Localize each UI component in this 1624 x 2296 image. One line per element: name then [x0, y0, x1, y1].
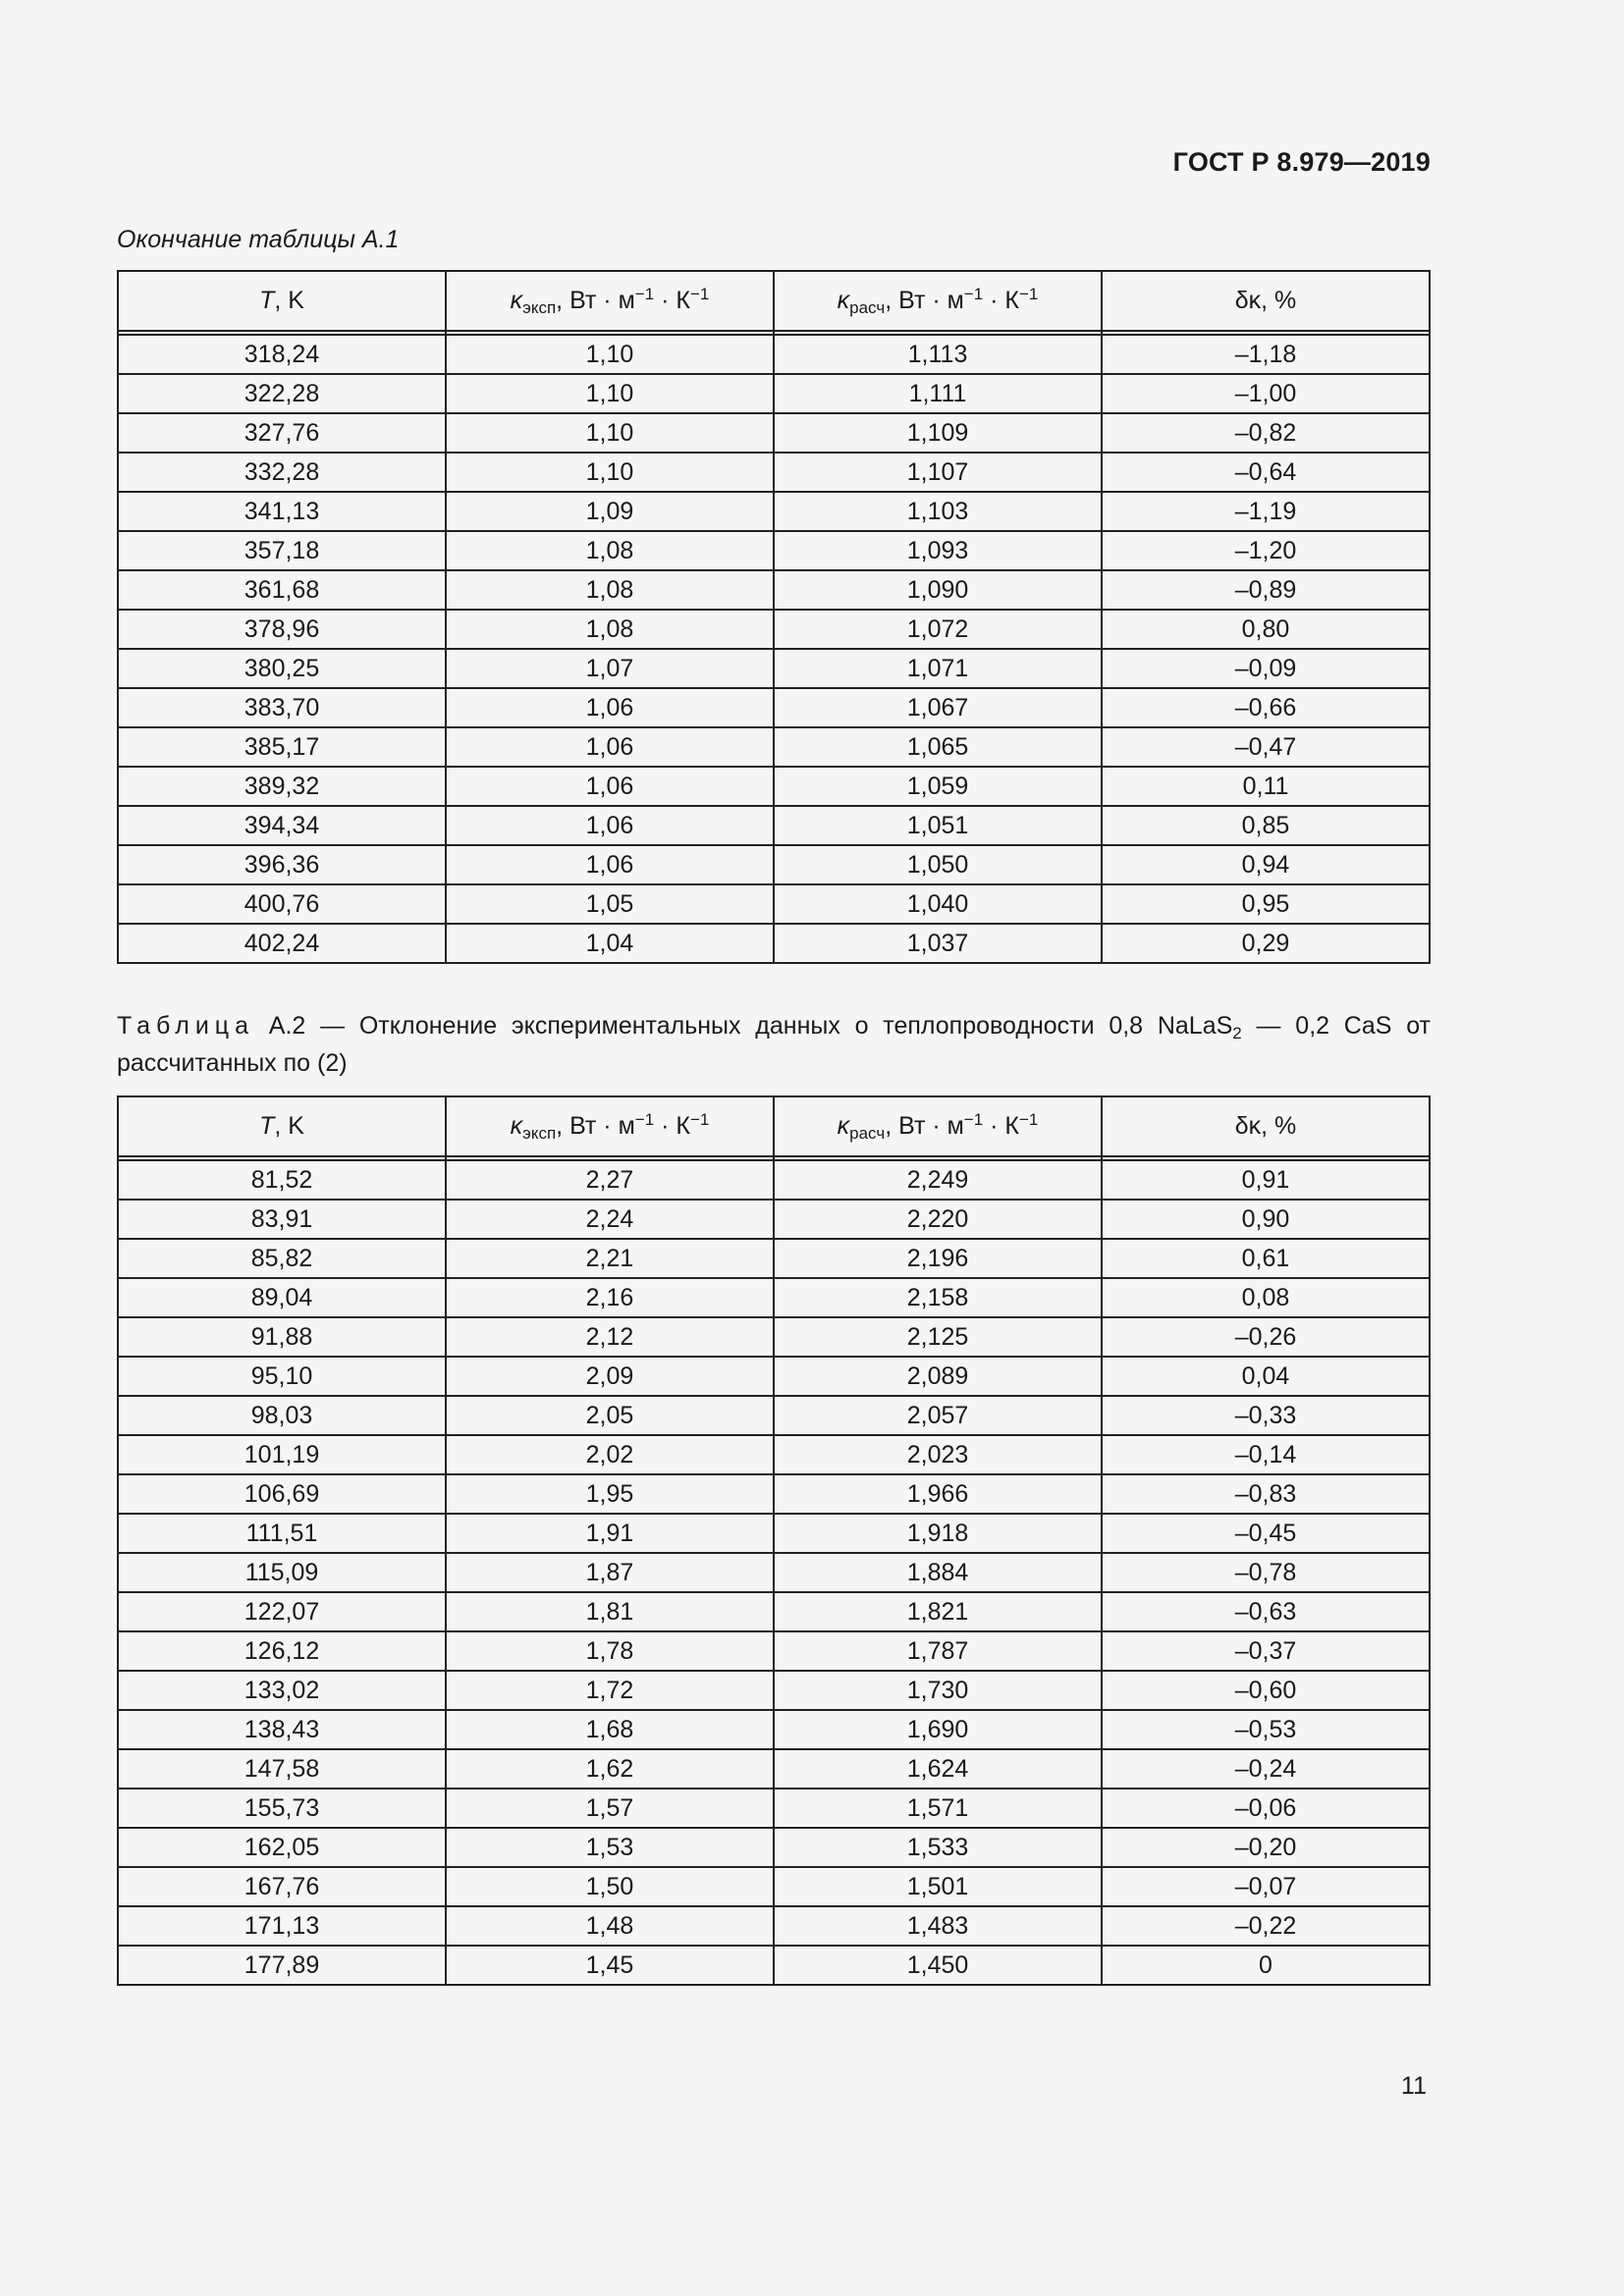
col-header-temperature — [118, 1096, 446, 1156]
table-cell: 1,730 — [774, 1671, 1102, 1710]
table-row — [118, 1789, 1430, 1828]
table-cell: 378,96 — [118, 610, 446, 649]
table-a1 — [117, 270, 1431, 964]
table-cell: –0,82 — [1102, 413, 1430, 453]
table-cell: 1,051 — [774, 806, 1102, 845]
unit-part: · К — [654, 286, 690, 314]
table-cell: –0,53 — [1102, 1710, 1430, 1749]
table-cell: 83,91 — [118, 1200, 446, 1239]
caption-text: — Отклонение экспериментальных данных о теплопроводности 0,8 NaLaS — [305, 1012, 1233, 1040]
table-cell: 1,059 — [774, 767, 1102, 806]
subscript-calc: расч — [849, 297, 886, 317]
table-cell: 1,81 — [446, 1592, 774, 1631]
table-row — [118, 413, 1430, 453]
table-cell: 0,85 — [1102, 806, 1430, 845]
table-cell: 0,08 — [1102, 1278, 1430, 1317]
table-cell: 2,023 — [774, 1435, 1102, 1474]
exponent: −1 — [634, 284, 655, 303]
table-row — [118, 806, 1430, 845]
table-row — [118, 492, 1430, 531]
caption-text: — 0,2 CaS от рассчитанных по (2) — [117, 1012, 1431, 1077]
table-cell: 177,89 — [118, 1946, 446, 1985]
table-row — [118, 1631, 1430, 1671]
table-row — [118, 1435, 1430, 1474]
table-row — [118, 1278, 1430, 1317]
table-cell: 91,88 — [118, 1317, 446, 1357]
table-row — [118, 531, 1430, 570]
table-cell: 1,10 — [446, 413, 774, 453]
table-cell: –0,09 — [1102, 649, 1430, 688]
table-cell: 1,57 — [446, 1789, 774, 1828]
table-cell: 2,24 — [446, 1200, 774, 1239]
table-cell: 89,04 — [118, 1278, 446, 1317]
table-cell: 147,58 — [118, 1749, 446, 1789]
table-continuation-label: Окончание таблицы А.1 — [117, 226, 400, 253]
table-cell: 1,918 — [774, 1514, 1102, 1553]
table-row — [118, 1553, 1430, 1592]
table-row — [118, 1946, 1430, 1985]
table-cell: 385,17 — [118, 727, 446, 767]
table-row — [118, 570, 1430, 610]
table-cell: 2,125 — [774, 1317, 1102, 1357]
table-cell: 155,73 — [118, 1789, 446, 1828]
table-cell: –0,47 — [1102, 727, 1430, 767]
table-row — [118, 924, 1430, 963]
table-row — [118, 453, 1430, 492]
table-cell: –1,00 — [1102, 374, 1430, 413]
table-cell: 1,050 — [774, 845, 1102, 884]
table-cell: 1,109 — [774, 413, 1102, 453]
table-cell: 2,089 — [774, 1357, 1102, 1396]
table-cell: 122,07 — [118, 1592, 446, 1631]
document-code: ГОСТ Р 8.979—2019 — [1172, 147, 1431, 177]
table-cell: 1,037 — [774, 924, 1102, 963]
table-cell: 322,28 — [118, 374, 446, 413]
table-cell: 2,12 — [446, 1317, 774, 1357]
subscript-exp: эксп — [522, 1123, 557, 1143]
table-row — [118, 649, 1430, 688]
table-cell: 400,76 — [118, 884, 446, 924]
table-cell: 0,61 — [1102, 1239, 1430, 1278]
table-cell: –0,37 — [1102, 1631, 1430, 1671]
table-cell: 1,107 — [774, 453, 1102, 492]
table-cell: 1,91 — [446, 1514, 774, 1553]
table-cell: 1,53 — [446, 1828, 774, 1867]
exponent: −1 — [1018, 284, 1039, 303]
table-cell: 167,76 — [118, 1867, 446, 1906]
table-cell: 0,91 — [1102, 1160, 1430, 1200]
table-cell: 1,08 — [446, 570, 774, 610]
table-header-row — [118, 271, 1430, 331]
table-cell: 1,78 — [446, 1631, 774, 1671]
exponent: −1 — [1018, 1109, 1039, 1129]
table-row — [118, 1867, 1430, 1906]
subscript-calc: расч — [849, 1123, 886, 1143]
table-row — [118, 1592, 1430, 1631]
table-cell: 1,787 — [774, 1631, 1102, 1671]
symbol-kappa: κ — [837, 1111, 850, 1140]
table-cell: 0,29 — [1102, 924, 1430, 963]
table-cell: –0,83 — [1102, 1474, 1430, 1514]
table-row — [118, 1160, 1430, 1200]
table-row — [118, 1828, 1430, 1867]
table-cell: 1,821 — [774, 1592, 1102, 1631]
table-cell: 357,18 — [118, 531, 446, 570]
table-cell: 1,501 — [774, 1867, 1102, 1906]
table-cell: 1,50 — [446, 1867, 774, 1906]
table-row — [118, 1514, 1430, 1553]
table-cell: 1,093 — [774, 531, 1102, 570]
table-cell: 138,43 — [118, 1710, 446, 1749]
table-cell: 1,06 — [446, 688, 774, 727]
table-cell: 1,04 — [446, 924, 774, 963]
unit-k: , K — [274, 287, 304, 314]
table-cell: 1,48 — [446, 1906, 774, 1946]
unit-part: · К — [983, 1111, 1019, 1140]
table-cell: –0,89 — [1102, 570, 1430, 610]
table-row — [118, 1396, 1430, 1435]
exponent: −1 — [689, 284, 710, 303]
table-cell: –0,60 — [1102, 1671, 1430, 1710]
table-cell: 1,040 — [774, 884, 1102, 924]
table-cell: 1,68 — [446, 1710, 774, 1749]
unit-part: · К — [983, 286, 1019, 314]
table-row — [118, 1239, 1430, 1278]
table-row — [118, 845, 1430, 884]
table-cell: 1,690 — [774, 1710, 1102, 1749]
table-cell: 389,32 — [118, 767, 446, 806]
table-cell: 1,065 — [774, 727, 1102, 767]
table-a2-body — [118, 1160, 1430, 1985]
page-number: 11 — [1401, 2072, 1427, 2100]
table-cell: 1,450 — [774, 1946, 1102, 1985]
table-cell: 396,36 — [118, 845, 446, 884]
table-cell: 1,10 — [446, 453, 774, 492]
table-row — [118, 1710, 1430, 1749]
table-row — [118, 884, 1430, 924]
table-cell: 1,06 — [446, 845, 774, 884]
table-cell: –1,18 — [1102, 335, 1430, 374]
table-cell: 361,68 — [118, 570, 446, 610]
col-header-k-calc — [774, 1096, 1102, 1156]
symbol-delta-kappa: δκ — [1234, 1112, 1262, 1140]
table-cell: 1,06 — [446, 806, 774, 845]
table-row — [118, 335, 1430, 374]
table-cell: 2,21 — [446, 1239, 774, 1278]
table-row — [118, 1671, 1430, 1710]
table-cell: –0,22 — [1102, 1906, 1430, 1946]
table-cell: 2,249 — [774, 1160, 1102, 1200]
table-cell: 1,072 — [774, 610, 1102, 649]
table-cell: 1,62 — [446, 1749, 774, 1789]
table-cell: 1,05 — [446, 884, 774, 924]
table-cell: –1,20 — [1102, 531, 1430, 570]
table-cell: 2,196 — [774, 1239, 1102, 1278]
col-header-deviation — [1102, 1096, 1430, 1156]
symbol-kappa: κ — [510, 1111, 523, 1140]
table-cell: 0,11 — [1102, 767, 1430, 806]
unit-part: , Вт · м — [556, 286, 635, 314]
unit-percent: , % — [1261, 287, 1297, 314]
table-cell: 2,220 — [774, 1200, 1102, 1239]
table-cell: 1,090 — [774, 570, 1102, 610]
table-row — [118, 1317, 1430, 1357]
symbol-t: T — [259, 1112, 275, 1140]
table-cell: 2,09 — [446, 1357, 774, 1396]
table-cell: 0,95 — [1102, 884, 1430, 924]
table-cell: 98,03 — [118, 1396, 446, 1435]
table-cell: –0,66 — [1102, 688, 1430, 727]
table-a1-body — [118, 335, 1430, 963]
table-cell: 332,28 — [118, 453, 446, 492]
unit-part: , Вт · м — [556, 1111, 635, 1140]
table-cell: –0,63 — [1102, 1592, 1430, 1631]
table-cell: –0,26 — [1102, 1317, 1430, 1357]
table-cell: 126,12 — [118, 1631, 446, 1671]
table-cell: –0,06 — [1102, 1789, 1430, 1828]
table-cell: 1,067 — [774, 688, 1102, 727]
table-cell: –0,07 — [1102, 1867, 1430, 1906]
unit-part: , Вт · м — [885, 286, 964, 314]
table-cell: 162,05 — [118, 1828, 446, 1867]
table-row — [118, 610, 1430, 649]
table-cell: 2,02 — [446, 1435, 774, 1474]
table-cell: 2,158 — [774, 1278, 1102, 1317]
table-cell: 1,10 — [446, 335, 774, 374]
subscript-exp: эксп — [522, 297, 557, 317]
col-header-temperature — [118, 271, 446, 331]
table-cell: –1,19 — [1102, 492, 1430, 531]
table-cell: 0,80 — [1102, 610, 1430, 649]
exponent: −1 — [963, 284, 984, 303]
table-row — [118, 374, 1430, 413]
table-cell: 1,45 — [446, 1946, 774, 1985]
exponent: −1 — [963, 1109, 984, 1129]
table-cell: –0,78 — [1102, 1553, 1430, 1592]
caption-prefix: Таблица — [117, 1012, 255, 1040]
table-header-row — [118, 1096, 1430, 1156]
symbol-t: T — [259, 287, 275, 314]
table-row — [118, 1749, 1430, 1789]
symbol-delta-kappa: δκ — [1234, 287, 1262, 314]
table-row — [118, 1200, 1430, 1239]
table-cell: 1,95 — [446, 1474, 774, 1514]
table-cell: 1,966 — [774, 1474, 1102, 1514]
table-cell: 1,533 — [774, 1828, 1102, 1867]
table-cell: 1,103 — [774, 492, 1102, 531]
col-header-k-exp — [446, 271, 774, 331]
table-cell: 1,571 — [774, 1789, 1102, 1828]
caption-subscript: 2 — [1232, 1024, 1242, 1042]
table-cell: –0,33 — [1102, 1396, 1430, 1435]
table-cell: 394,34 — [118, 806, 446, 845]
unit-k: , K — [274, 1112, 304, 1140]
symbol-kappa: κ — [837, 286, 850, 314]
table-cell: 0 — [1102, 1946, 1430, 1985]
table-cell: 1,111 — [774, 374, 1102, 413]
table-cell: 1,72 — [446, 1671, 774, 1710]
table-cell: 327,76 — [118, 413, 446, 453]
table-cell: 133,02 — [118, 1671, 446, 1710]
unit-part: , Вт · м — [885, 1111, 964, 1140]
col-header-deviation — [1102, 271, 1430, 331]
table-cell: 115,09 — [118, 1553, 446, 1592]
table-a2-caption — [117, 1011, 1431, 1079]
col-header-k-exp — [446, 1096, 774, 1156]
table-cell: 1,884 — [774, 1553, 1102, 1592]
table-cell: 1,10 — [446, 374, 774, 413]
table-cell: –0,45 — [1102, 1514, 1430, 1553]
table-cell: 2,057 — [774, 1396, 1102, 1435]
table-cell: 2,16 — [446, 1278, 774, 1317]
unit-part: · К — [654, 1111, 690, 1140]
table-cell: 383,70 — [118, 688, 446, 727]
table-cell: 106,69 — [118, 1474, 446, 1514]
table-cell: –0,64 — [1102, 453, 1430, 492]
table-row — [118, 688, 1430, 727]
table-cell: 1,113 — [774, 335, 1102, 374]
table-cell: 101,19 — [118, 1435, 446, 1474]
table-cell: 111,51 — [118, 1514, 446, 1553]
col-header-k-calc — [774, 271, 1102, 331]
table-cell: 81,52 — [118, 1160, 446, 1200]
table-cell: –0,20 — [1102, 1828, 1430, 1867]
table-cell: 171,13 — [118, 1906, 446, 1946]
symbol-kappa: κ — [510, 286, 523, 314]
table-cell: 402,24 — [118, 924, 446, 963]
table-cell: 380,25 — [118, 649, 446, 688]
table-cell: 2,27 — [446, 1160, 774, 1200]
table-cell: 1,06 — [446, 727, 774, 767]
table-row — [118, 1357, 1430, 1396]
table-cell: 341,13 — [118, 492, 446, 531]
table-cell: 318,24 — [118, 335, 446, 374]
table-cell: 85,82 — [118, 1239, 446, 1278]
table-cell: 1,483 — [774, 1906, 1102, 1946]
table-cell: 95,10 — [118, 1357, 446, 1396]
table-row — [118, 1906, 1430, 1946]
table-cell: 1,07 — [446, 649, 774, 688]
table-cell: 1,87 — [446, 1553, 774, 1592]
exponent: −1 — [634, 1109, 655, 1129]
table-row — [118, 767, 1430, 806]
table-cell: –0,24 — [1102, 1749, 1430, 1789]
table-cell: 0,90 — [1102, 1200, 1430, 1239]
unit-percent: , % — [1261, 1112, 1297, 1140]
table-cell: 1,08 — [446, 531, 774, 570]
table-cell: 1,06 — [446, 767, 774, 806]
table-cell: 2,05 — [446, 1396, 774, 1435]
table-cell: 1,624 — [774, 1749, 1102, 1789]
table-row — [118, 727, 1430, 767]
caption-number: А.2 — [254, 1012, 306, 1040]
table-a2 — [117, 1095, 1431, 1986]
table-cell: 1,08 — [446, 610, 774, 649]
table-cell: 1,071 — [774, 649, 1102, 688]
table-cell: 0,04 — [1102, 1357, 1430, 1396]
table-cell: 0,94 — [1102, 845, 1430, 884]
table-cell: 1,09 — [446, 492, 774, 531]
table-cell: –0,14 — [1102, 1435, 1430, 1474]
table-row — [118, 1474, 1430, 1514]
exponent: −1 — [689, 1109, 710, 1129]
